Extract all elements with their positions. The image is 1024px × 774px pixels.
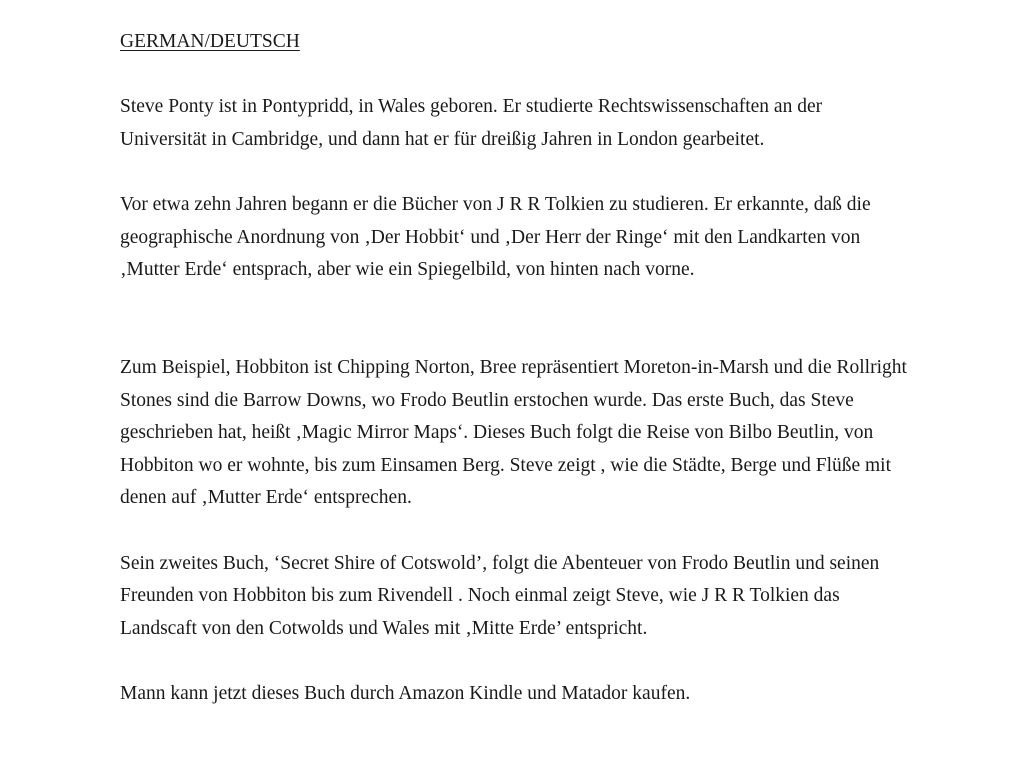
- paragraph-biography: Steve Ponty ist in Pontypridd, in Wales geboren. Er studierte Rechtswissenschaften an der Universität in Cambridge, und dann hat er für dreißig Jahren in London gearbeitet.: [120, 96, 823, 150]
- paragraph-tolkien-study: Vor etwa zehn Jahren begann er die Bücher von J R R Tolkien zu studieren. Er erkannte, daß die geographische Anordnung von ‚Der Hobbit‘ und ‚Der Herr der Ringe‘ mit den Landkarten von ‚Mutter Erde‘ entsprach, aber wie ein Spiegelbild, von hinten nach vorne.: [120, 193, 871, 281]
- document-heading: GERMAN/DEUTSCH: [120, 31, 300, 52]
- spacer: [120, 156, 910, 189]
- paragraph-first-book: Zum Beispiel, Hobbiton ist Chipping Norton, Bree repräsentiert Moreton-in-Marsh und die Rollright Stones sind die Barrow Downs, wo Frodo Beutlin erstochen wurde. Das erste Buch, das Steve geschrieben hat, heißt ‚Magic Mirror Maps‘. Dieses Buch folgt die Reise von Bilbo Beutlin, von Hobbiton wo er wohnte, bis zum Einsamen Berg. Steve zeigt , wie die Städte, Berge und Flüße mit denen auf ‚Mutter Erde‘ entsprechen.: [120, 356, 907, 509]
- paragraph-purchase: Mann kann jetzt dieses Buch durch Amazon Kindle und Matador kaufen.: [120, 682, 691, 704]
- spacer: [120, 515, 910, 548]
- document-page: [120, 26, 910, 710]
- spacer: [120, 645, 910, 678]
- paragraph-second-book: Sein zweites Buch, ‘Secret Shire of Cotswold’, folgt die Abenteuer von Frodo Beutlin und seinen Freunden von Hobbiton bis zum Rivendell . Noch einmal zeigt Steve, wie J R R Tolkien das Landscaft von den Cotwolds und Wales mit ‚Mitte Erde’ entspricht.: [120, 552, 880, 639]
- spacer: [120, 59, 910, 92]
- spacer: [120, 287, 910, 352]
